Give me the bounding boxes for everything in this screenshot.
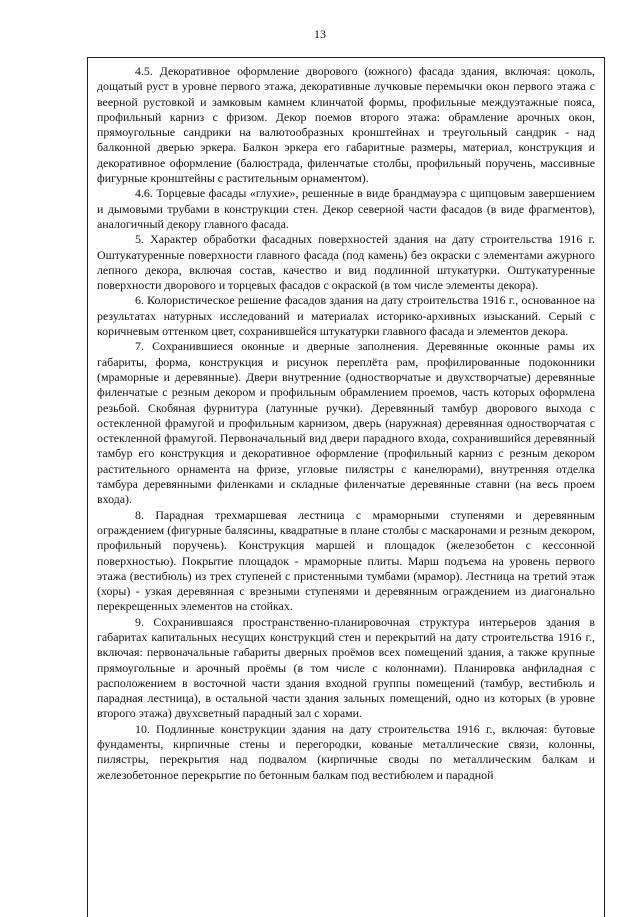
paragraph-8: 8. Парадная трехмаршевая лестница с мраморными ступенями и деревянным ограждением (фигурные балясины, квадратные в плане столбы с маскаронами и резным декором, профильный поручень). Конструкция маршей и площадок (железобетон с кессонной поверхностью). Покрытие площадок - мраморные плиты. Марш подъема на уровень первого этажа (вестибюль) из трех ступеней с пристенными тумбами (мрамор). Лестница на третий этаж (хоры) - узкая деревянная с врезными ступенями и деревянным ограждением из диагонально перекрещенных элементов на стойках. [97, 507, 595, 614]
paragraph-5: 5. Характер обработки фасадных поверхностей здания на дату строительства 1916 г. Оштукатуренные поверхности главного фасада (под камень) без окраски с элементами ажурного лепного декора, включая состав, качество и вид подлинной штукатурки. Оштукатуренные поверхности дворового и торцевых фасадов с окраской (в том числе элементы декора). [97, 232, 595, 293]
page-number: 13 [314, 27, 326, 41]
document-text-box [87, 57, 605, 917]
paragraph-7: 7. Сохранившиеся оконные и дверные заполнения. Деревянные оконные рамы их габариты, форма, конструкция и рисунок переплёта рам, профилированные подоконники (мраморные и деревянные). Двери внутренние (одностворчатые и двухстворчатые) деревянные филенчатые с резным декором и профильным обрамлением проемов, часть которых оформлена резьбой. Скобяная фурнитура (латунные ручки). Деревянный тамбур дворового выхода с остекленной фрамугой и профильным карнизом, дверь (наружная) деревянная одностворчатая с остекленной фрамугой. Первоначальный вид двери парадного входа, сохранившийся деревянный тамбур его конструкция и декоративное оформление (профильный карниз с резным декором растительного орнамента на фризе, угловые пилястры с канелюрами), внутренняя отделка тамбура деревянными филенками и складные филенчатые деревянные ставни (на весь проем входа). [97, 339, 595, 507]
paragraph-6: 6. Колористическое решение фасадов здания на дату строительства 1916 г., основанное на результатах натурных исследований и материалах историко-архивных изысканий. Серый с коричневым оттенком цвет, сохранившейся штукатурки главного фасада и элементов декора. [97, 293, 595, 339]
paragraph-4-5: 4.5. Декоративное оформление дворового (южного) фасада здания, включая: цоколь, дощатый руст в уровне первого этажа, декоративные лучковые перемычки окон первого этажа с веерной рустовкой и замковым камнем клинчатой формы, профильные междуэтажные пояса, профильный карниз с фризом. Декор поемов второго этажа: обрамление арочных окон, прямоугольные сандрики на валютообразных кронштейнах и треугольный сандрик - над балконной дверью эркера. Балкон эркера его габаритные размеры, материал, конструкция и декоративное оформление (балюстрада, филенчатые столбы, профильный поручень, массивные фигурные кронштейны с растительным орнаментом). [97, 64, 595, 186]
paragraph-9: 9. Сохранившаяся пространственно-планировочная структура интерьеров здания в габаритах капитальных несущих конструкций стен и перекрытий на дату строительства 1916 г., включая: первоначальные габариты дверных проёмов всех помещений здания, а также крупные прямоугольные и арочный проёмы (в том числе с колоннами). Планировка анфиладная с расположением в восточной части здания входной группы помещений (тамбур, вестибюль и парадная лестница), в остальной части здания зальных помещений, одно из которых (в уровне второго этажа) двухсветный парадный зал с хорами. [97, 614, 595, 721]
paragraph-4-6: 4.6. Торцевые фасады «глухие», решенные в виде брандмауэра с щипцовым завершением и дымовыми трубами в конструкции стен. Декор северной части фасадов (в виде фрагментов), аналогичный декору главного фасада. [97, 186, 595, 231]
paragraph-10: 10. Подлинные конструкции здания на дату строительства 1916 г., включая: бутовые фундаменты, кирпичные стены и перегородки, кованые металлические связи, колонны, пилястры, перекрытия над подвалом (кирпичные своды по металлическим балкам и железобетонное перекрытие по бетонным балкам под вестибюлем и парадной [97, 721, 595, 782]
